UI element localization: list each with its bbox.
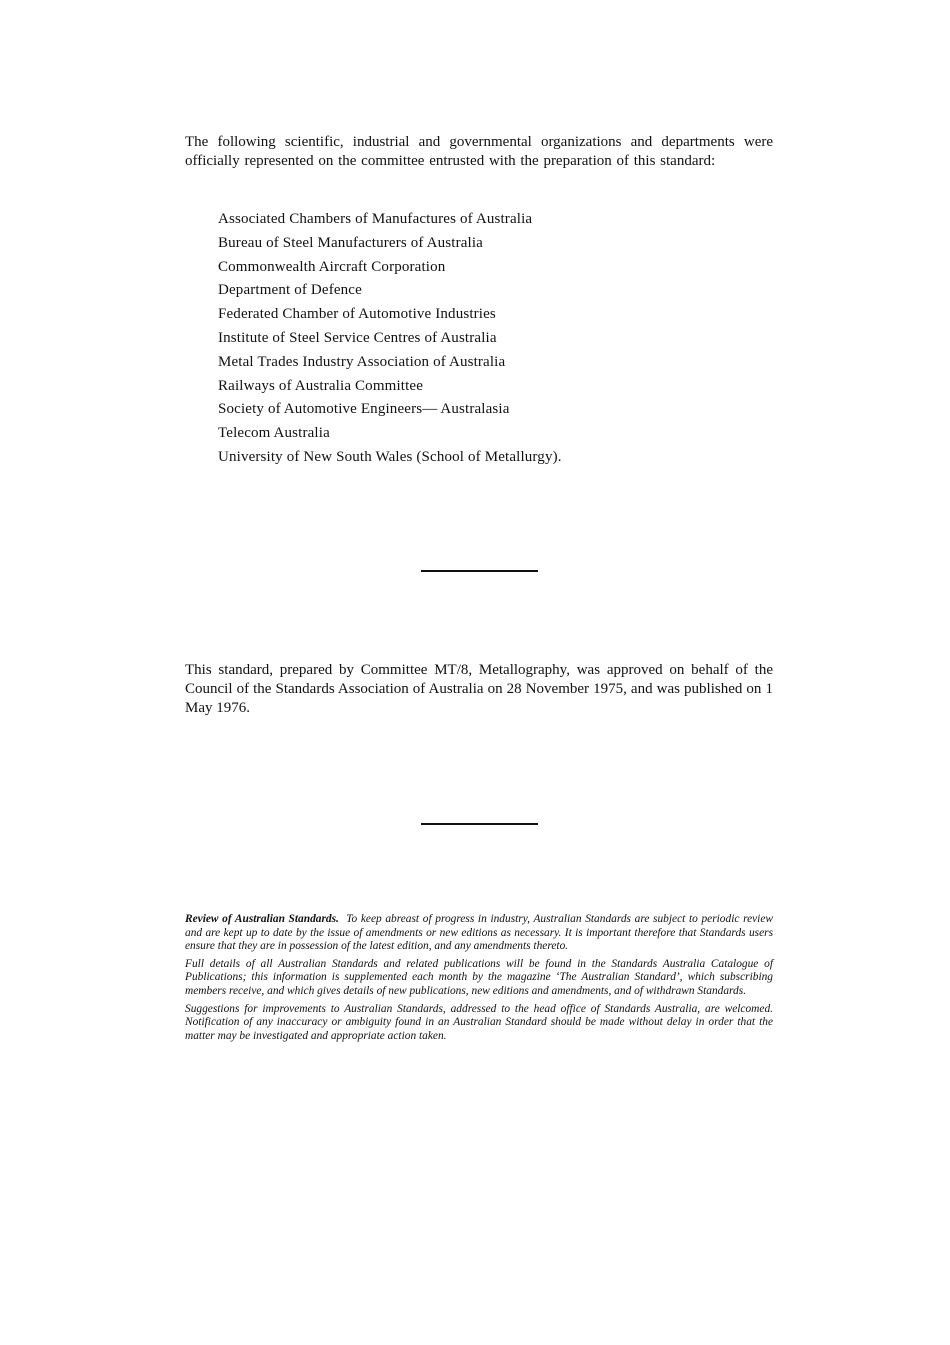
organization-item: Institute of Steel Service Centres of Australia (218, 329, 497, 346)
committee-intro-paragraph: The following scientific, industrial and governmental organizations and departments were officially represented on the committee entrusted with the preparation of this standard: (185, 134, 773, 169)
organization-list (218, 208, 562, 470)
organization-item: Bureau of Steel Manufacturers of Australia (218, 234, 483, 251)
organization-item: Department of Defence (218, 282, 362, 299)
organization-item: Telecom Australia (218, 425, 330, 442)
organization-item: Commonwealth Aircraft Corporation (218, 258, 446, 275)
organization-item: Federated Chamber of Automotive Industries (218, 306, 496, 323)
suggestions-paragraph: Suggestions for improvements to Australian Standards, addressed to the head office of Standards Australia, are welcomed. Notification of any inaccuracy or ambiguity found in an Australian Standard should be made without delay in order that the matter may be investigated and appropriate action taken. (185, 1002, 773, 1042)
section-divider (421, 570, 538, 572)
organization-item: University of New South Wales (School of Metallurgy). (218, 448, 562, 465)
review-heading: Review of Australian Standards. (185, 913, 339, 925)
organization-item: Metal Trades Industry Association of Australia (218, 353, 506, 370)
organization-item: Railways of Australia Committee (218, 377, 424, 394)
approval-statement: This standard, prepared by Committee MT/8, Metallography, was approved on behalf of the Council of the Standards Association of Australia on 28 November 1975, and was published on 1 May 1976. (185, 662, 773, 716)
review-notice (185, 913, 773, 1047)
review-paragraph (185, 913, 773, 954)
catalogue-paragraph: Full details of all Australian Standards and related publications will be found in the Standards Australia Catalogue of Publications; this information is supplemented each month by the magazine ‘The Australian Standard’, which subscribing members receive, and which gives details of new publications, new editions and amendments, and of withdrawn Standards. (185, 957, 773, 997)
review-text: To keep abreast of progress in industry, Australian Standards are subject to periodic review and are kept up to date by the issue of amendments or new editions as necessary. It is important therefore that Standards users ensure that they are in possession of the latest edition, and any amendments thereto. (185, 913, 774, 953)
organization-item: Society of Automotive Engineers— Australasia (218, 401, 510, 418)
organization-item: Associated Chambers of Manufactures of Australia (218, 211, 533, 227)
section-divider (421, 823, 538, 825)
